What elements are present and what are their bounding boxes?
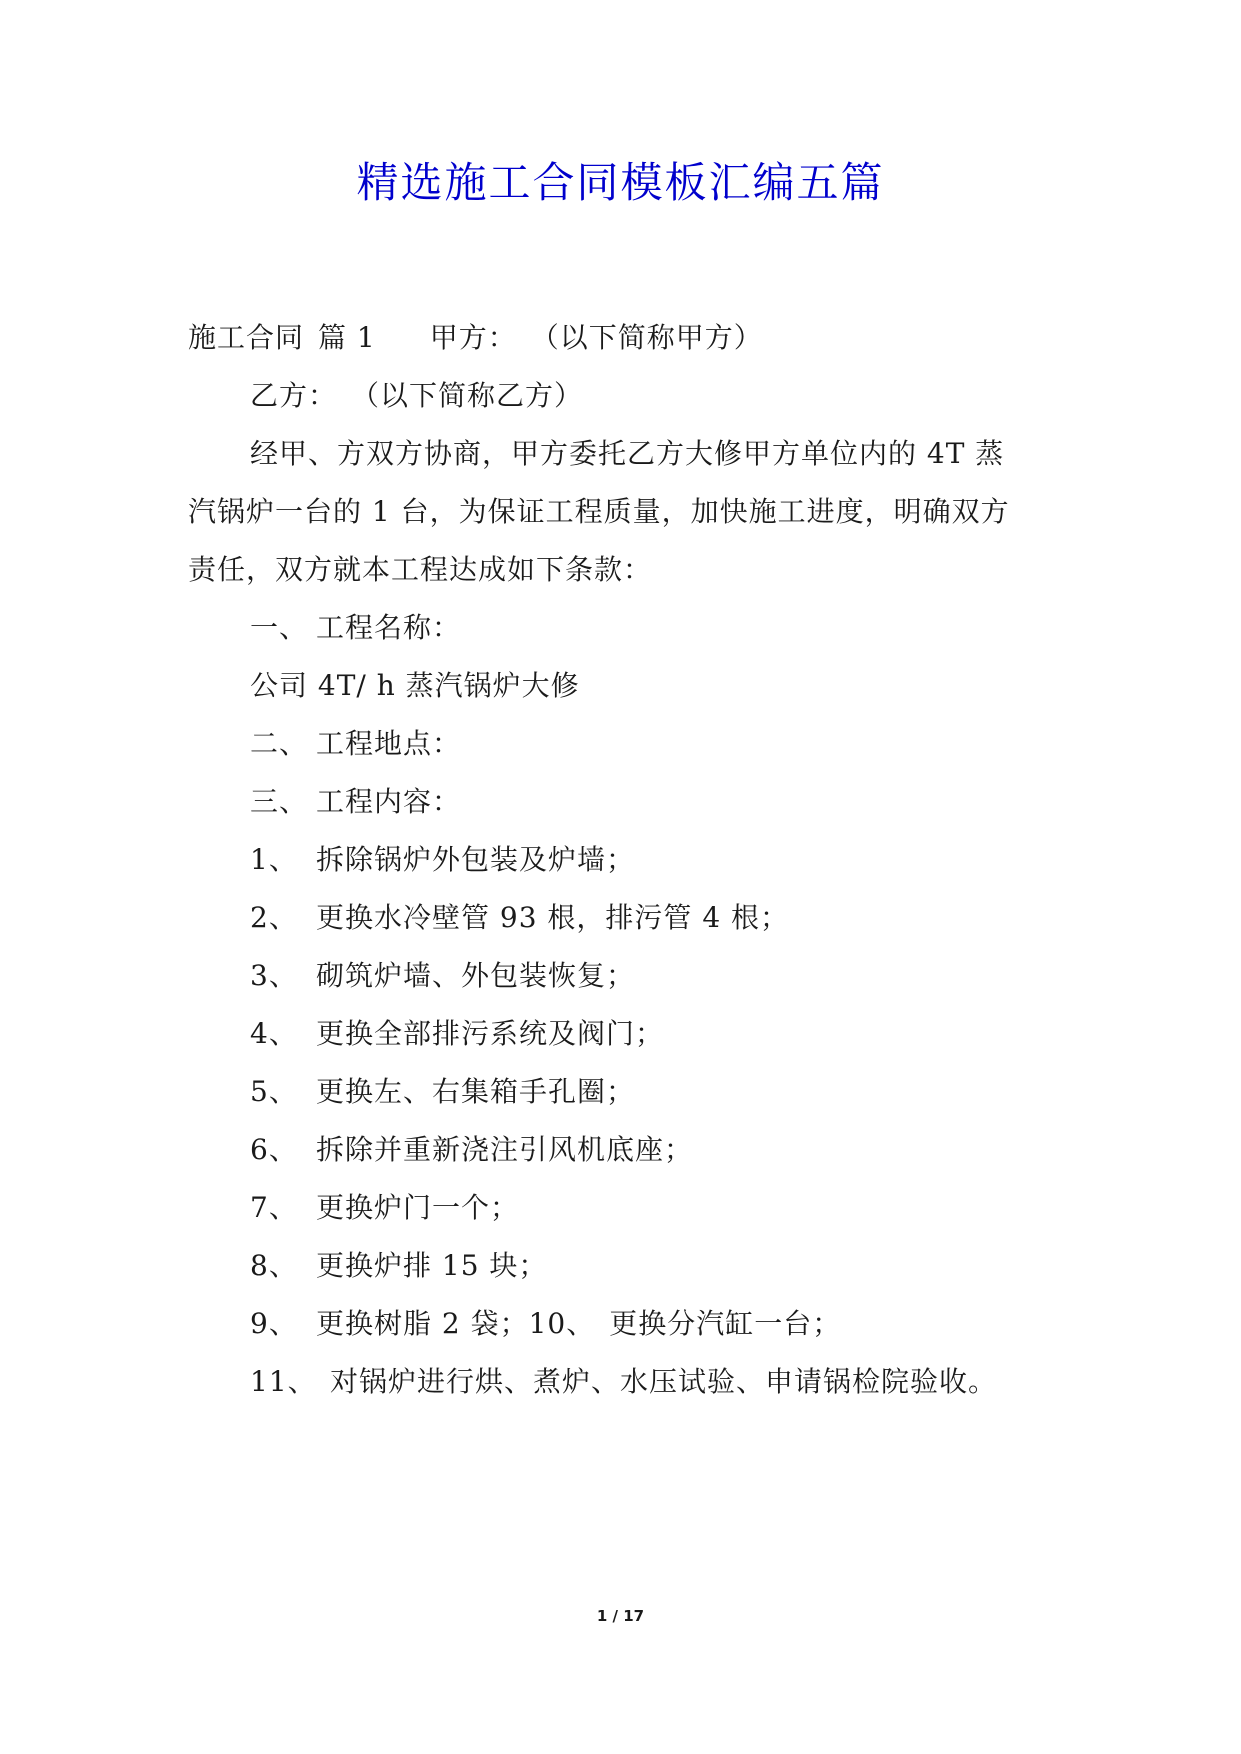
party-b-line (250, 376, 583, 416)
clause-project-content (250, 782, 461, 822)
list-item (250, 1072, 635, 1112)
list-item (250, 1246, 547, 1286)
party-b-note: （以下简称乙方） (351, 379, 584, 412)
intro-line-1: 经甲、方双方协商，甲方委托乙方大修甲方单位内的 4T 蒸 (250, 437, 1005, 470)
item-number: 11、 (250, 1365, 317, 1398)
item-text-continued: 更换分汽缸一台； (609, 1307, 842, 1340)
intro-line-2: 汽锅炉一台的 1 台，为保证工程质量，加快施工进度，明确双方 (188, 495, 1010, 528)
list-item (250, 1130, 693, 1170)
clause-project-location (250, 724, 461, 764)
item-text: 砌筑炉墙、外包装恢复； (316, 959, 636, 992)
clause-number: 一、 (250, 611, 309, 644)
item-text: 拆除锅炉外包装及炉墙； (316, 843, 636, 876)
list-item (250, 1304, 841, 1344)
header-line (188, 318, 763, 358)
item-number: 8、 (250, 1249, 298, 1282)
list-item (250, 1188, 519, 1228)
clause-text: 工程地点： (316, 727, 462, 760)
intro-line-3: 责任，双方就本工程达成如下条款： (188, 553, 653, 586)
part-label: 篇 1 (318, 321, 376, 354)
list-item (250, 898, 789, 938)
item-number: 7、 (250, 1191, 298, 1224)
list-item (250, 956, 635, 996)
party-a-note: （以下简称甲方） (530, 321, 763, 354)
item-number: 2、 (250, 901, 298, 934)
clause-text: 工程名称： (316, 611, 462, 644)
item-text: 更换左、右集箱手孔圈； (316, 1075, 636, 1108)
clause-number: 二、 (250, 727, 309, 760)
page-number: 1 / 17 (596, 1607, 645, 1625)
item-text: 对锅炉进行烘、煮炉、水压试验、申请锅检院验收。 (330, 1365, 998, 1398)
item-number: 6、 (250, 1133, 298, 1166)
item-number: 1、 (250, 843, 298, 876)
list-item (250, 1014, 664, 1054)
item-text: 更换水冷壁管 93 根，排污管 4 根； (316, 901, 790, 934)
clause-text: 工程内容： (316, 785, 462, 818)
party-b-label: 乙方： (250, 379, 338, 412)
list-item (250, 840, 635, 880)
item-text: 更换炉排 15 块； (316, 1249, 548, 1282)
document-title: 精选施工合同模板汇编五篇 (356, 158, 885, 207)
clause-project-name (250, 608, 461, 648)
party-a-label: 甲方： (429, 321, 517, 354)
list-item (250, 1362, 997, 1402)
item-text: 更换全部排污系统及阀门； (316, 1017, 665, 1050)
clause-number: 三、 (250, 785, 309, 818)
item-text: 拆除并重新浇注引风机底座； (316, 1133, 694, 1166)
section-label: 施工合同 (188, 321, 305, 354)
item-text: 更换树脂 2 袋；10、 (316, 1307, 596, 1340)
item-text: 更换炉门一个； (316, 1191, 520, 1224)
item-number: 3、 (250, 959, 298, 992)
project-name-value: 公司 4T/ h 蒸汽锅炉大修 (250, 669, 580, 702)
item-number: 4、 (250, 1017, 298, 1050)
item-number: 9、 (250, 1307, 298, 1340)
item-number: 5、 (250, 1075, 298, 1108)
